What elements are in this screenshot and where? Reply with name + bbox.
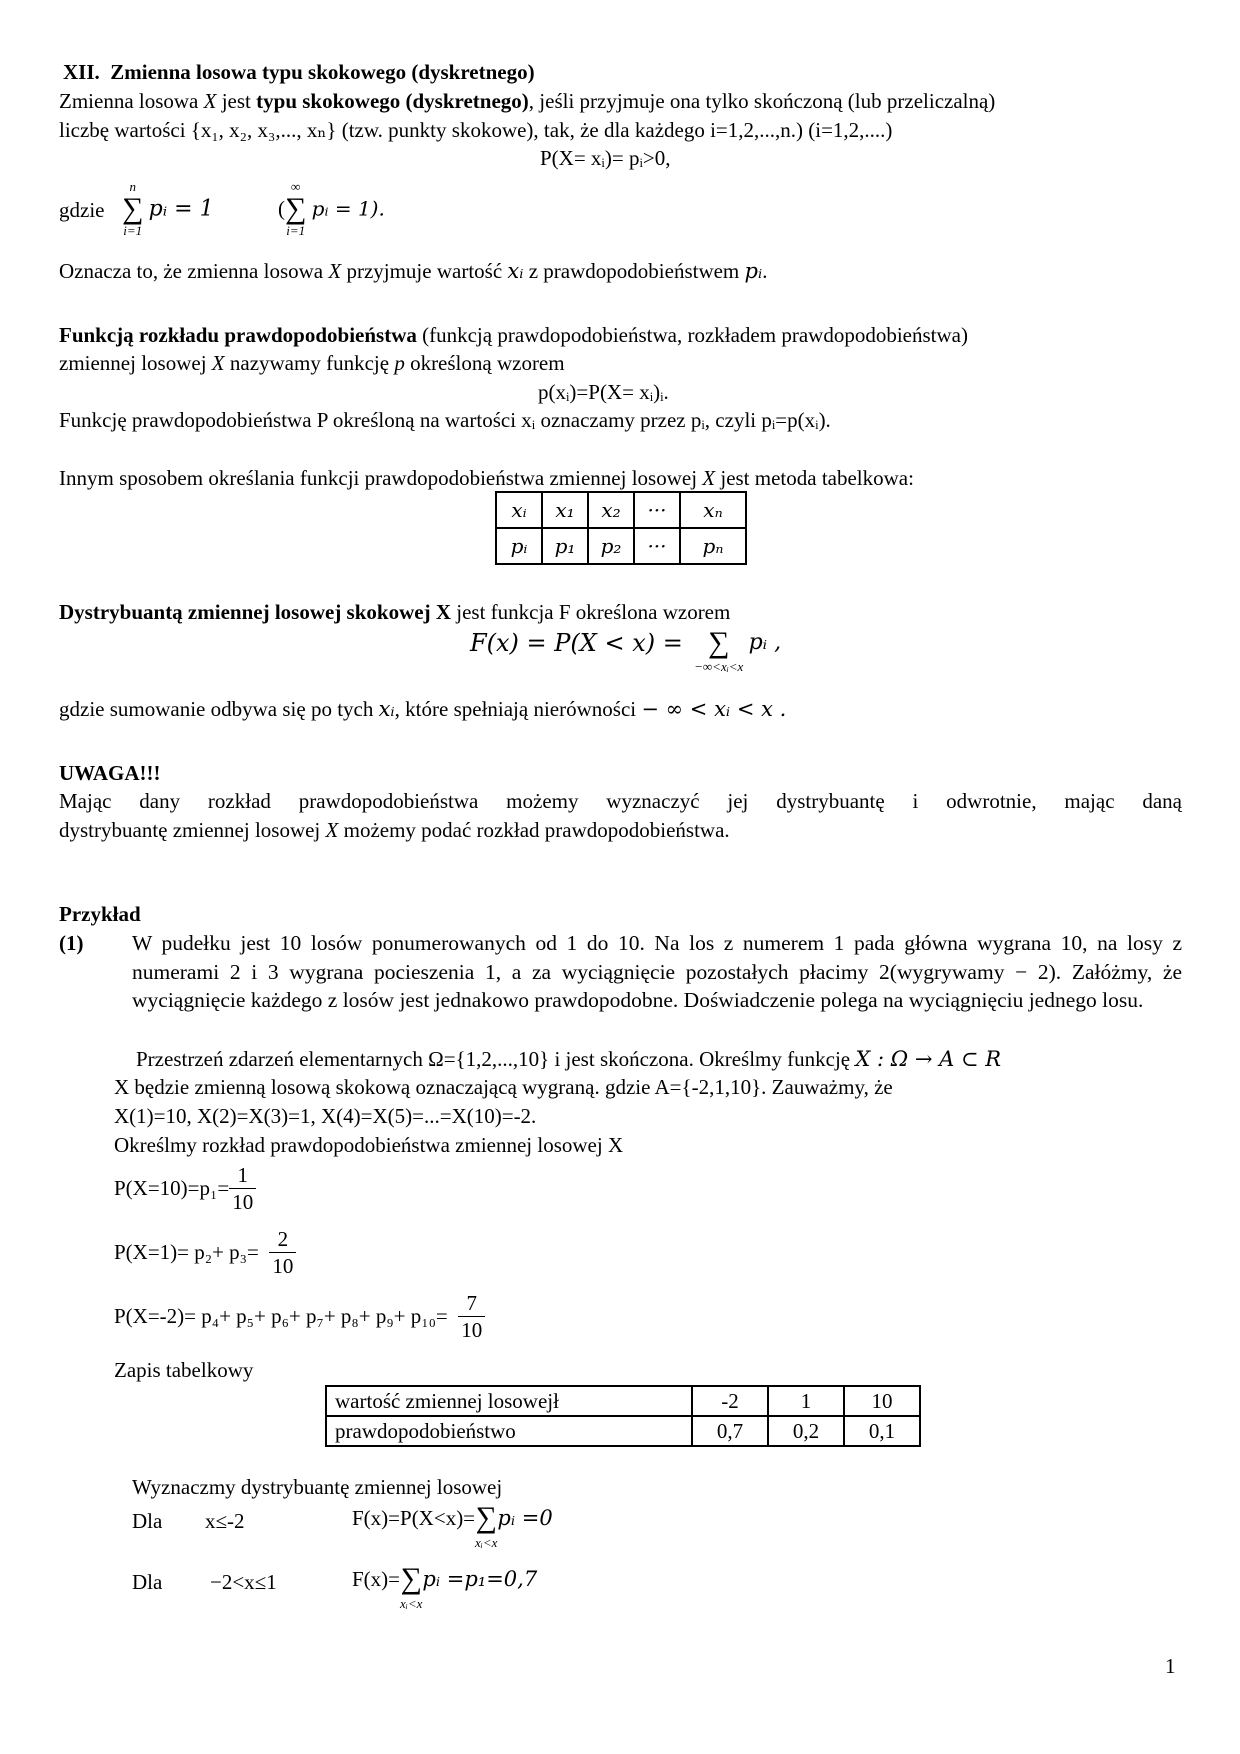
distribution-table — [325, 1385, 921, 1447]
prob-xminus2: P(X=-2)= p₄+ p₅+ p₆+ p₇+ p₈+ p₉+ p₁₀= $\frac{7}{10}$ — [114, 1290, 485, 1343]
dla2-condition: −2<x≤1 — [210, 1570, 277, 1594]
dla1-label: Dla — [132, 1509, 163, 1533]
przyklad-title: Przykład — [59, 902, 141, 926]
tabelkowa-line: Innym sposobem określania funkcji prawdopodobieństwa zmiennej losowej X jest metoda tabelkowa: — [59, 466, 914, 490]
x-definition-line: X będzie zmienną losową skokową oznaczającą wygraną. gdzie A={-2,1,10}. Zauważmy, że — [114, 1075, 893, 1099]
table-row: prawdopodobieństwo 0,7 0,2 0,1 — [326, 1416, 920, 1446]
uwaga-line-1: Mając dany rozkład prawdopodobieństwa możemy wyznaczyć jej dystrybuantę i odwrotnie, mając daną — [59, 789, 1182, 813]
dystrybuanta-formula: F(x) = P(X < x) = ∑ −∞<xᵢ<x pᵢ , — [470, 626, 782, 674]
przyklad-paragraph: W pudełku jest 10 losów ponumerowanych od 1 do 10. Na los z numerem 1 pada główna wygrana 10, na losy z numerami 2 i 3 wygrana pocieszenia 1, a za wyciągnięcie pozostałych płacimy 2(wygrywamy − 2). Załóżmy, że wyciągnięcie każdego z losów jest jednakowo prawdopodobne. Doświadczenie polega na wyciągnięciu jednego losu. — [132, 931, 1182, 1012]
omega-line: Przestrzeń zdarzeń elementarnych Ω={1,2,...,10} i jest skończona. Określmy funkcję X : Ω → A ⊂ R — [136, 1047, 1002, 1071]
zapis-tabelkowy-label: Zapis tabelkowy — [114, 1358, 254, 1382]
funkcja-line-1: Funkcją rozkładu prawdopodobieństwa (funkcją prawdopodobieństwa, rozkładem prawdopodobieństwa) — [59, 323, 968, 347]
intro-line-2: liczbę wartości {x₁, x₂, x₃,..., xₙ} (tzw. punkty skokowe), tak, że dla każdego i=1,2,...,n.) (i=1,2,....) — [59, 118, 893, 142]
x-values-line: X(1)=10, X(2)=X(3)=1, X(4)=X(5)=...=X(10)=-2. — [114, 1104, 537, 1128]
intro-line-1: Zmienna losowa X jest typu skokowego (dyskretnego), jeśli przyjmuje ona tylko skończoną (lub przeliczalną) — [59, 89, 996, 113]
okreslmy-line: Określmy rozkład prawdopodobieństwa zmiennej losowej X — [114, 1133, 624, 1157]
table-row: pᵢ p₁ p₂ ··· pₙ — [496, 528, 746, 564]
oznacza-line: Oznacza to, że zmienna losowa X przyjmuje wartość xᵢ z prawdopodobieństwem pᵢ. — [59, 259, 768, 283]
funkcja-line-2: zmiennej losowej X nazywamy funkcję p określoną wzorem — [59, 351, 565, 375]
dla2-label: Dla — [132, 1570, 163, 1594]
section-title: Zmienna losowa typu skokowego (dyskretnego) — [110, 60, 535, 84]
sum-finite: n ∑ i=1 pᵢ = 1 — [122, 179, 214, 238]
page-number: 1 — [1165, 1654, 1176, 1678]
uwaga-title: UWAGA!!! — [59, 761, 161, 785]
uwaga-line-2: dystrybuantę zmiennej losowej X możemy podać rozkład prawdopodobieństwa. — [59, 818, 730, 842]
dla2-formula: F(x)= ∑ xᵢ<x pᵢ =p₁=0,7 — [352, 1562, 538, 1611]
intro-formula: P(X= xᵢ)= pᵢ>0, — [540, 146, 671, 170]
section-number: XII. — [63, 60, 100, 84]
table-row: xᵢ x₁ x₂ ··· xₙ — [496, 492, 746, 528]
pmf-generic-table — [495, 491, 747, 565]
dla1-condition: x≤-2 — [205, 1509, 245, 1533]
przyklad-number: (1) — [59, 931, 84, 955]
gdzie-label: gdzie — [59, 198, 105, 222]
prob-x10: P(X=10)=p₁= $\frac{1}{10}$ — [114, 1162, 256, 1215]
dystrybuanta-note: gdzie sumowanie odbywa się po tych xᵢ, które spełniają nierówności − ∞ < xᵢ < x . — [59, 697, 787, 721]
dystrybuanta-definition: Dystrybuantą zmiennej losowej skokowej X jest funkcja F określona wzorem — [59, 600, 731, 624]
funkcja-formula: p(xᵢ)=P(X= xᵢ)ᵢ. — [538, 380, 669, 404]
sum-infinite: ( ∞ ∑ i=1 pᵢ = 1). — [278, 179, 385, 238]
prob-x1: P(X=1)= p₂+ p₃= $\frac{2}{10}$ — [114, 1226, 296, 1279]
wyznaczmy-line: Wyznaczmy dystrybuantę zmiennej losowej — [132, 1475, 503, 1499]
section-heading — [63, 58, 535, 87]
table-row: wartość zmiennej losowejł -2 1 10 — [326, 1386, 920, 1416]
funkcja-line-3: Funkcję prawdopodobieństwa P określoną na wartości xᵢ oznaczamy przez pᵢ, czyli pᵢ=p(xᵢ). — [59, 408, 831, 432]
dla1-formula: F(x)=P(X<x)= ∑ xᵢ<x pᵢ =0 — [352, 1501, 553, 1550]
